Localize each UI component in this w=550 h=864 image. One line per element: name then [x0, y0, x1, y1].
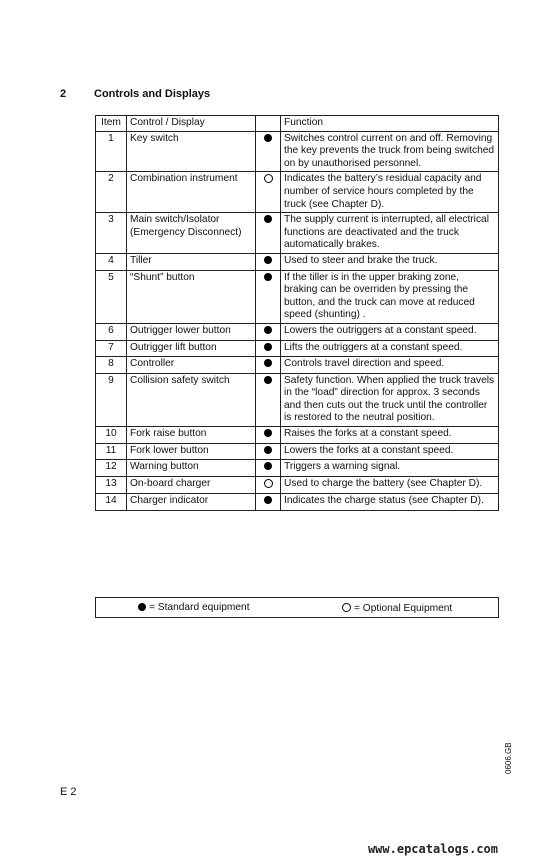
equipment-symbol — [256, 131, 281, 172]
equipment-symbol — [256, 476, 281, 494]
table-row — [96, 460, 499, 477]
item-number: 4 — [96, 253, 127, 270]
item-number: 10 — [96, 427, 127, 444]
table-row — [96, 340, 499, 357]
open-circle-icon — [342, 603, 351, 612]
function-description: Used to charge the battery (see Chapter D). — [281, 476, 499, 494]
function-description: If the tiller is in the upper braking zone, braking can be overriden by pressing the button, and the truck can move at reduced speed (shunting) . — [281, 270, 499, 323]
open-circle-icon — [264, 174, 273, 183]
item-number: 1 — [96, 131, 127, 172]
filled-circle-icon — [264, 496, 272, 504]
legend-optional — [342, 602, 452, 614]
control-name: Fork lower button — [127, 443, 256, 460]
legend-standard — [138, 602, 250, 613]
item-number: 14 — [96, 494, 127, 511]
function-description: Lowers the outriggers at a constant speed. — [281, 323, 499, 340]
table-row — [96, 213, 499, 254]
filled-circle-icon — [138, 603, 146, 611]
equipment-symbol — [256, 443, 281, 460]
open-circle-icon — [264, 479, 273, 488]
legend-optional-label: = Optional Equipment — [354, 603, 453, 614]
table-row — [96, 131, 499, 172]
equipment-symbol — [256, 460, 281, 477]
function-description: Controls travel direction and speed. — [281, 357, 499, 374]
control-name: Tiller — [127, 253, 256, 270]
table-row — [96, 172, 499, 213]
function-description: Switches control current on and off. Removing the key prevents the truck from being switched on by unauthorised personnel. — [281, 131, 499, 172]
function-description: Safety function. When applied the truck travels in the “load” direction for approx. 3 seconds and then cuts out the truck until the controller is restored to the neutral position. — [281, 373, 499, 426]
filled-circle-icon — [264, 429, 272, 437]
header-symbol — [256, 116, 281, 132]
function-description: Lifts the outriggers at a constant speed. — [281, 340, 499, 357]
filled-circle-icon — [264, 273, 272, 281]
filled-circle-icon — [264, 462, 272, 470]
function-description: Raises the forks at a constant speed. — [281, 427, 499, 444]
item-number: 2 — [96, 172, 127, 213]
section-title: Controls and Displays — [94, 88, 211, 100]
control-name: “Shunt” button — [127, 270, 256, 323]
filled-circle-icon — [264, 359, 272, 367]
header-function: Function — [281, 116, 499, 132]
control-name: Collision safety switch — [127, 373, 256, 426]
filled-circle-icon — [264, 215, 272, 223]
control-name: Outrigger lift button — [127, 340, 256, 357]
control-name: Warning button — [127, 460, 256, 477]
item-number: 3 — [96, 213, 127, 254]
function-description: The supply current is interrupted, all electrical functions are deactivated and the truck automatically brakes. — [281, 213, 499, 254]
item-number: 8 — [96, 357, 127, 374]
function-description: Lowers the forks at a constant speed. — [281, 443, 499, 460]
item-number: 6 — [96, 323, 127, 340]
equipment-symbol — [256, 427, 281, 444]
document-reference: 0606.GB — [504, 742, 513, 774]
equipment-symbol — [256, 253, 281, 270]
equipment-symbol — [256, 213, 281, 254]
equipment-symbol — [256, 270, 281, 323]
header-item: Item — [96, 116, 127, 132]
control-name: Controller — [127, 357, 256, 374]
filled-circle-icon — [264, 326, 272, 334]
item-number: 12 — [96, 460, 127, 477]
section-heading — [60, 88, 210, 100]
function-description: Indicates the battery’s residual capacity and number of service hours completed by the truck (see Chapter D). — [281, 172, 499, 213]
filled-circle-icon — [264, 376, 272, 384]
table-row — [96, 253, 499, 270]
table-row — [96, 323, 499, 340]
control-name: Outrigger lower button — [127, 323, 256, 340]
filled-circle-icon — [264, 343, 272, 351]
equipment-symbol — [256, 373, 281, 426]
control-name: Fork raise button — [127, 427, 256, 444]
controls-table — [95, 115, 499, 511]
control-name: Key switch — [127, 131, 256, 172]
table-header-row — [96, 116, 499, 132]
equipment-symbol — [256, 172, 281, 213]
filled-circle-icon — [264, 134, 272, 142]
control-name: Main switch/Isolator (Emergency Disconnect) — [127, 213, 256, 254]
legend-standard-label: = Standard equipment — [149, 602, 250, 613]
filled-circle-icon — [264, 446, 272, 454]
control-name: Charger indicator — [127, 494, 256, 511]
function-description: Indicates the charge status (see Chapter D). — [281, 494, 499, 511]
header-control: Control / Display — [127, 116, 256, 132]
watermark: www.epcatalogs.com — [367, 842, 498, 856]
table-row — [96, 373, 499, 426]
item-number: 7 — [96, 340, 127, 357]
table-row — [96, 494, 499, 511]
item-number: 11 — [96, 443, 127, 460]
item-number: 13 — [96, 476, 127, 494]
control-name: On-board charger — [127, 476, 256, 494]
item-number: 5 — [96, 270, 127, 323]
table-row — [96, 476, 499, 494]
function-description: Triggers a warning signal. — [281, 460, 499, 477]
table-row — [96, 427, 499, 444]
table-row — [96, 357, 499, 374]
table-row — [96, 270, 499, 323]
control-name: Combination instrument — [127, 172, 256, 213]
item-number: 9 — [96, 373, 127, 426]
equipment-symbol — [256, 323, 281, 340]
function-description: Used to steer and brake the truck. — [281, 253, 499, 270]
equipment-symbol — [256, 494, 281, 511]
table-row — [96, 443, 499, 460]
filled-circle-icon — [264, 256, 272, 264]
page-number: E 2 — [60, 786, 77, 798]
legend-box — [95, 597, 499, 618]
equipment-symbol — [256, 357, 281, 374]
section-number: 2 — [60, 88, 67, 100]
equipment-symbol — [256, 340, 281, 357]
